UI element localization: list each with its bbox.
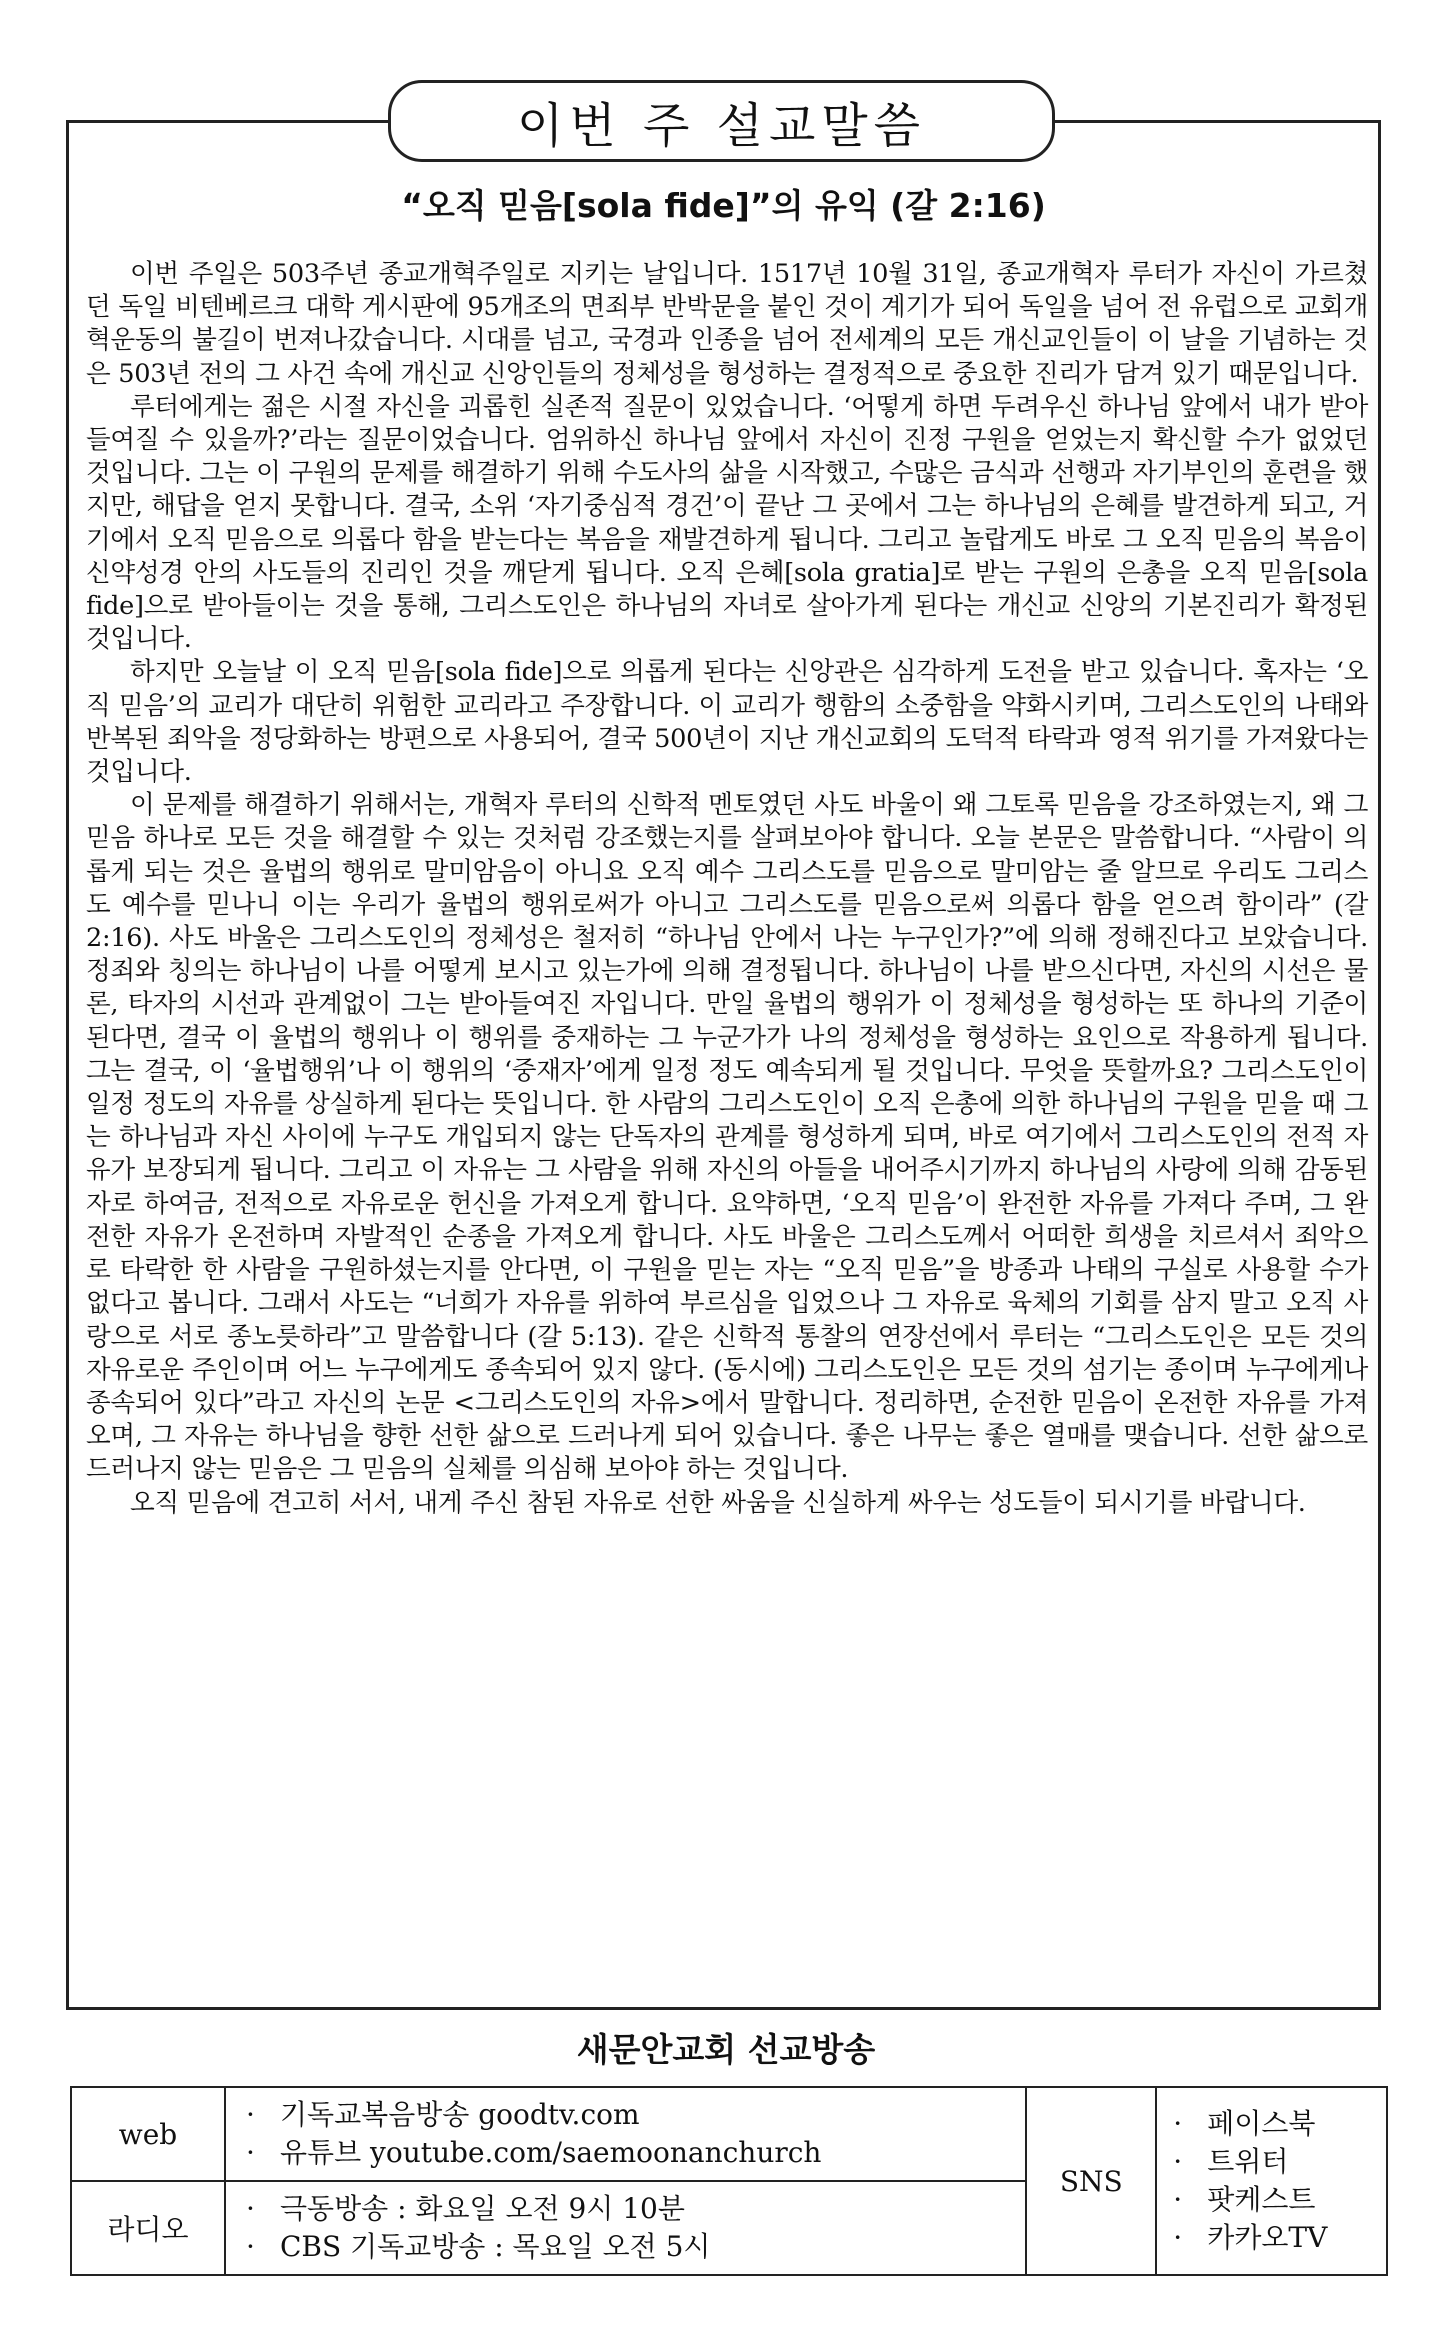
broadcast-table: [70, 2086, 1388, 2276]
list-item: [1173, 2219, 1386, 2257]
bullet-icon: ·: [1173, 2221, 1183, 2254]
bullet-icon: ·: [246, 2230, 255, 2263]
sns-item-twitter: 트위터: [1207, 2145, 1289, 2178]
bullet-icon: ·: [246, 2192, 255, 2225]
bullet-icon: ·: [1173, 2183, 1183, 2216]
bullet-icon: ·: [246, 2136, 255, 2169]
sermon-paragraph-3: 하지만 오늘날 이 오직 믿음[sola fide]으로 의롭게 된다는 신앙관은 심각하게 도전을 받고 있습니다. 혹자는 ‘오직 믿음’의 교리가 대단히 위험한 교리라고 주장합니다. 이 교리가 행함의 소중함을 약화시키며, 그리스도인의 나태와 반복된 죄악을 정당화하는 방편으로 사용되어, 결국 500년이 지난 개신교회의 도덕적 타락과 영적 위기를 가져왔다는 것입니다.: [86, 657, 1368, 788]
sns-item-kakaotv: 카카오TV: [1207, 2221, 1328, 2254]
sermon-subtitle: “오직 믿음[sola fide]”의 유익 (갈 2:16): [401, 186, 1046, 225]
sermon-paragraph-2: 루터에게는 젊은 시절 자신을 괴롭힌 실존적 질문이 있었습니다. ‘어떻게 하면 두려우신 하나님 앞에서 내가 받아들여질 수 있을까?’라는 질문이었습니다. 엄위하신 하나님 앞에서 자신이 진정 구원을 얻었는지 확신할 수가 없었던 것입니다. 그는 이 구원의 문제를 해결하기 위해 수도사의 삶을 시작했고, 수많은 금식과 선행과 자기부인의 훈련을 했지만, 해답을 얻지 못합니다. 결국, 소위 ‘자기중심적 경건’이 끝난 그 곳에서 그는 하나님의 은혜를 발견하게 되고, 거기에서 오직 믿음으로 의롭다 함을 받는다는 복음을 재발견하게 됩니다. 그리고 놀랍게도 바로 그 오직 믿음의 복음이 신약성경 안의 사도들의 진리인 것을 깨닫게 됩니다. 오직 은혜[sola gratia]로 받는 구원의 은총을 오직 믿음[sola fide]으로 받아들이는 것을 통해, 그리스도인은 하나님의 자녀로 살아가게 된다는 개신교 신앙의 기본진리가 확정된 것입니다.: [86, 391, 1368, 655]
list-item: [246, 2228, 1025, 2266]
list-item: [1173, 2143, 1386, 2181]
radio-list: [225, 2181, 1026, 2275]
sermon-paragraph-1: 이번 주일은 503주년 종교개혁주일로 지키는 날입니다. 1517년 10월 31일, 종교개혁자 루터가 자신이 가르쳤던 독일 비텐베르크 대학 게시판에 95개조의 면죄부 반박문을 붙인 것이 계기가 되어 독일을 넘어 전 유럽으로 교회개혁운동의 불길이 번져나갔습니다. 시대를 넘고, 국경과 인종을 넘어 전세계의 모든 개신교인들이 이 날을 기념하는 것은 503년 전의 그 사건 속에 개신교 신앙인들의 정체성을 형성하는 결정적으로 중요한 진리가 담겨 있기 때문입니다.: [86, 259, 1368, 389]
web-list: [225, 2087, 1026, 2181]
list-item: [1173, 2105, 1386, 2143]
page-title: 이번 주 설교말씀: [388, 80, 1055, 162]
radio-item-febc: 극동방송 : 화요일 오전 9시 10분: [280, 2192, 685, 2225]
web-item-youtube: 유튜브 youtube.com/saemoonanchurch: [280, 2136, 822, 2169]
list-item: [246, 2134, 1025, 2172]
sermon-paragraph-4: 이 문제를 해결하기 위해서는, 개혁자 루터의 신학적 멘토였던 사도 바울이 왜 그토록 믿음을 강조하였는지, 왜 그 믿음 하나로 모든 것을 해결할 수 있는 것처럼 강조했는지를 살펴보아야 합니다. 오늘 본문은 말씀합니다. “사람이 의롭게 되는 것은 율법의 행위로 말미암음이 아니요 오직 예수 그리스도를 믿음으로 말미암는 줄 알므로 우리도 그리스도 예수를 믿나니 이는 우리가 율법의 행위로써가 아니고 그리스도를 믿음으로써 의롭다 함을 얻으려 함이라” (갈 2:16). 사도 바울은 그리스도인의 정체성은 철저히 “하나님 안에서 나는 누구인가?”에 의해 정해진다고 보았습니다. 정죄와 칭의는 하나님이 나를 어떻게 보시고 있는가에 의해 결정됩니다. 하나님이 나를 받으신다면, 자신의 시선은 물론, 타자의 시선과 관계없이 그는 받아들여진 자입니다. 만일 율법의 행위가 이 정체성을 형성하는 또 하나의 기준이 된다면, 결국 이 율법의 행위나 이 행위를 중재하는 그 누군가가 나의 정체성을 형성하는 요인으로 작용하게 됩니다. 그는 결국, 이 ‘율법행위’나 이 행위의 ‘중재자’에게 일정 정도 예속되게 될 것입니다. 무엇을 뜻할까요? 그리스도인이 일정 정도의 자유를 상실하게 된다는 뜻입니다. 한 사람의 그리스도인이 오직 은총에 의한 하나님의 구원을 믿을 때 그는 하나님과 자신 사이에 누구도 개입되지 않는 단독자의 관계를 형성하게 되며, 바로 여기에서 그리스도인의 전적 자유가 보장되게 됩니다. 그리고 이 자유는 그 사람을 위해 자신의 아들을 내어주시기까지 하나님의 사랑에 의해 감동된 자로 하여금, 전적으로 자유로운 헌신을 가져오게 합니다. 요약하면, ‘오직 믿음’이 완전한 자유를 가져다 주며, 그 완전한 자유가 온전하며 자발적인 순종을 가져오게 합니다. 사도 바울은 그리스도께서 어떠한 희생을 치르셔서 죄악으로 타락한 한 사람을 구원하셨는지를 안다면, 이 구원을 믿는 자는 “오직 믿음”을 방종과 나태의 구실로 사용할 수가 없다고 봅니다. 그래서 사도는 “너희가 자유를 위하여 부르심을 입었으나 그 자유로 육체의 기회를 삼지 말고 오직 사랑으로 서로 종노릇하라”고 말씀합니다 (갈 5:13). 같은 신학적 통찰의 연장선에서 루터는 “그리스도인은 모든 것의 자유로운 주인이며 어느 누구에게도 종속되어 있지 않다. (동시에) 그리스도인은 모든 것의 섬기는 종이며 누구에게나 종속되어 있다”라고 자신의 논문 <그리스도인의 자유>에서 말합니다. 정리하면, 순전한 믿음이 온전한 자유를 가져오며, 그 자유는 하나님을 향한 선한 삶으로 드러나게 되어 있습니다. 좋은 나무는 좋은 열매를 맺습니다. 선한 삶으로 드러나지 않는 믿음은 그 믿음의 실체를 의심해 보아야 하는 것입니다.: [86, 790, 1368, 1485]
bullet-icon: ·: [1173, 2145, 1183, 2178]
web-item-goodtv: 기독교복음방송 goodtv.com: [280, 2098, 640, 2131]
list-item: [1173, 2181, 1386, 2219]
broadcast-title: 새문안교회 선교방송: [576, 2030, 876, 2069]
sns-item-podcast: 팟케스트: [1207, 2183, 1316, 2216]
sns-label: SNS: [1026, 2087, 1156, 2275]
list-item: [246, 2190, 1025, 2228]
bullet-icon: ·: [246, 2098, 255, 2131]
web-label: web: [71, 2087, 225, 2181]
radio-label: 라디오: [71, 2181, 225, 2275]
radio-item-cbs: CBS 기독교방송 : 목요일 오전 5시: [280, 2230, 711, 2263]
list-item: [246, 2096, 1025, 2134]
sermon-paragraph-5: 오직 믿음에 견고히 서서, 내게 주신 참된 자유로 선한 싸움을 신실하게 싸우는 성도들이 되시기를 바랍니다.: [130, 1487, 1306, 1518]
bullet-icon: ·: [1173, 2107, 1183, 2140]
sns-list: [1156, 2087, 1387, 2275]
sermon-body: [86, 258, 1368, 1520]
sns-item-facebook: 페이스북: [1207, 2107, 1316, 2140]
